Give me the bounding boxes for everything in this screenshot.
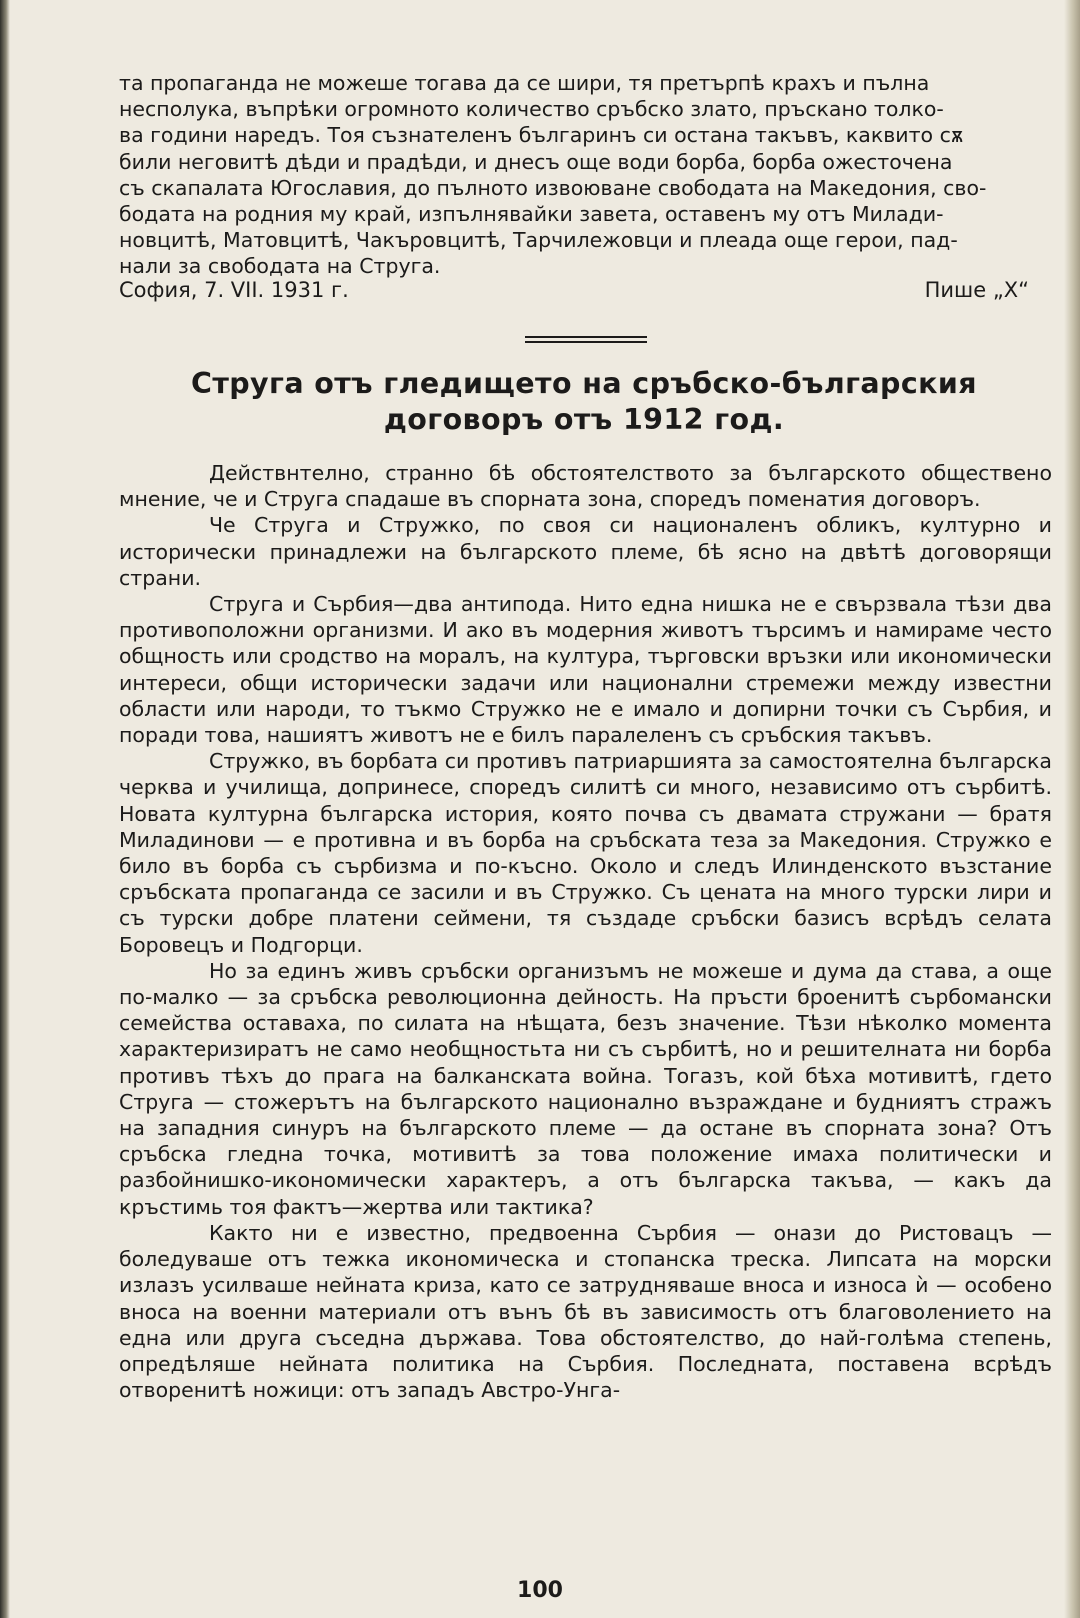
article-paragraph: Но за единъ живъ сръбски организъмъ не можеше и дума да става, а още по-малко — за сръбска революционна дейность. На пръсти броенитѣ сърбомански семейства оставаха, по силата на нѣщата, безъ значение. Тѣзи нѣколко момента характеризиратъ не само необщностьта ни съ сърбитѣ, но и решителната ни борба противъ тѣхъ до прага на балканската война. Тогазъ, кой бѣха мотивитѣ, гдето Струга — стожерътъ на българското национално възраждане и будниятъ стражъ на западния синуръ на българското племе — да остане въ спорната зона? Отъ сръбска гледна точка, мотивитѣ за това положение имаха политически и разбойнишко-икономически характеръ, а отъ българска такъва, — какъ да кръстимь тоя фактъ—жертва или тактика?: [119, 958, 1052, 1219]
intro-line: били неговитѣ дѣди и прадѣди, и днесъ още води борба, борба ожесточена: [119, 149, 953, 174]
article-title-line: договоръ отъ 1912 год.: [383, 403, 785, 436]
intro-line: нали за свободата на Струга.: [119, 254, 441, 279]
signature-row: [119, 278, 1029, 302]
author-signature: Пише „Х“: [924, 278, 1029, 302]
article-paragraph: Както ни е известно, предвоенна Сърбия — онази до Ристовацъ — боледуваше отъ тежка икономическа и стопанска треска. Липсата на морски излазъ усилваше нейната криза, като се затрудняваше вноса и износа ѝ — особено вноса на военни материали отъ вънъ бѣ въ зависимость отъ благоволението на една или друга съседна държава. Това обстоятелство, до най-голѣма степень, опредѣляше нейната политика на Сърбия. Последната, поставена всрѣдъ отворенитѣ ножици: отъ западъ Австро-Унга-: [119, 1220, 1052, 1403]
intro-line: ва години наредъ. Тоя съзнателенъ българинъ си остана такъвъ, каквито сѫ: [119, 123, 964, 148]
intro-line: съ скапалата Югославия, до пълното извоюване свободата на Македония, сво-: [119, 175, 987, 200]
article-paragraph: Стружко, въ борбата си противъ патриаршията за самостоятелна българска черква и училища, допринесе, споредъ силитѣ си много, независимо отъ сърбитѣ. Новата културна българска история, която почва съ двамата стружани — братя Миладинови — е противна и въ борба на сръбската теза за Македония. Стружко е било въ борба съ сърбизма и по-късно. Около и следъ Илинденското възстание сръбската пропаганда се засили и въ Стружко. Съ цената на много турски лири и съ турски добре платени сеймени, тя създаде сръбски базисъ всрѣдъ селата Боровецъ и Подгорци.: [119, 749, 1052, 957]
intro-line: новцитѣ, Матовцитѣ, Чакъровцитѣ, Тарчилежовци и плеада още герои, пад-: [119, 228, 958, 253]
intro-line: бодата на родния му край, изпълнявайки завета, оставенъ му отъ Милади-: [119, 202, 944, 227]
article-paragraph: Струга и Сърбия—два антипода. Нито една нишка не е свързвала тѣзи два противоположни организми. И ако въ модерния животъ търсимъ и намираме често общность или сродство на моралъ, на култура, търговски връзки или икономически интереси, общи исторически задачи или национални стремежи между известни области или народи, то тъкмо Стружко не е имало и допирни точки съ Сърбия, и поради това, нашиятъ животъ не е билъ паралеленъ съ сръбския такъвъ.: [119, 592, 1052, 748]
intro-text: [119, 70, 1052, 280]
intro-line: несполука, въпрѣки огромното количество сръбско злато, пръскано толко-: [119, 97, 944, 122]
article-paragraph: Че Струга и Стружко, по своя си националенъ обликъ, културно и исторически принадлежи на българското племе, бѣ ясно на двѣтѣ договорящи страни.: [119, 513, 1052, 590]
intro-line: та пропаганда не можеше тогава да се шири, тя претърпѣ крахъ и пълна: [119, 71, 930, 95]
section-divider: [525, 341, 647, 343]
article-title-line: Струга отъ гледището на сръбско-българския: [191, 367, 977, 400]
page-left-edge: [0, 0, 10, 1618]
page-right-edge: [1064, 0, 1080, 1618]
page-number: 100: [517, 1578, 563, 1603]
article-body: [119, 460, 1052, 1403]
place-date: София, 7. VII. 1931 г.: [119, 278, 349, 302]
section-divider: [525, 336, 647, 338]
article-paragraph: Действнтелно, странно бѣ обстоятелството за българското обществено мнение, че и Струга спадаше въ спорната зона, споредъ поменатия договоръ.: [119, 461, 1052, 512]
